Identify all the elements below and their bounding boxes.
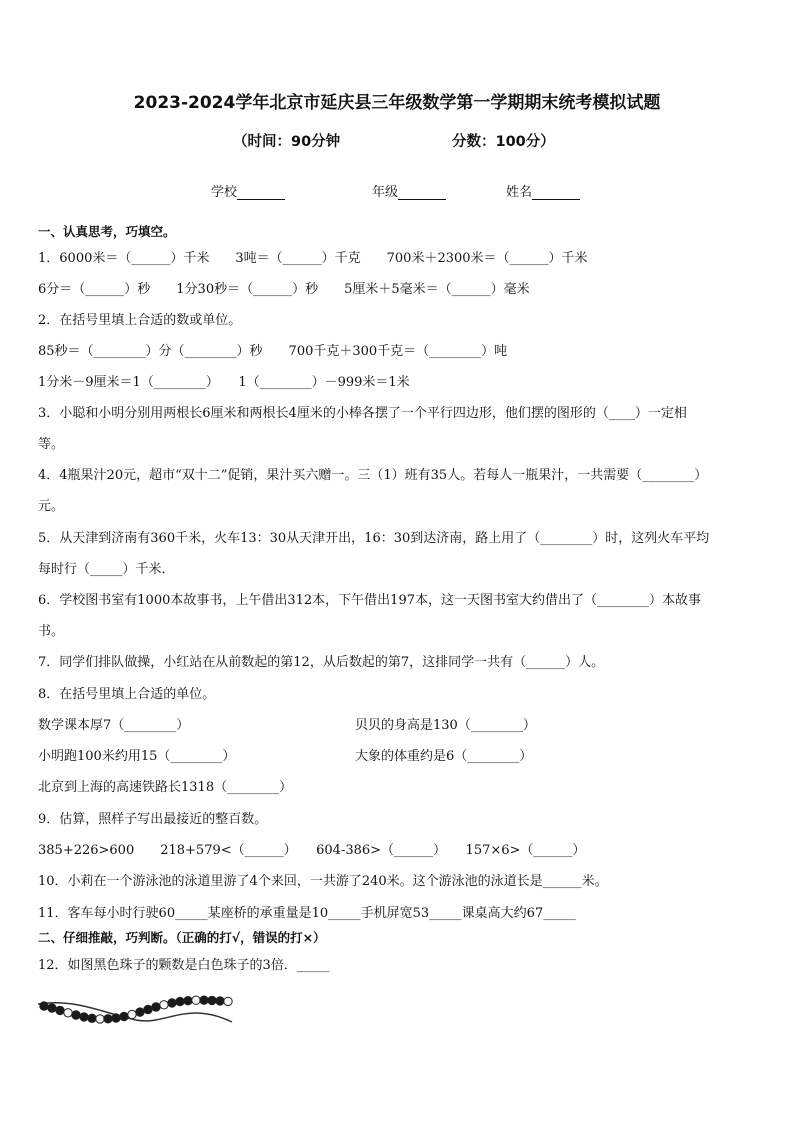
white-bead — [160, 1001, 168, 1009]
exam-time: （时间：90分钟 — [233, 134, 341, 150]
question-3-line-1: 3．小聪和小明分别用两根长6厘米和两根长4厘米的小棒各摆了一个平行四边形，他们摆的图形的（____）一定相 — [38, 406, 687, 421]
black-bead — [184, 997, 192, 1005]
question-2: 2．在括号里填上合适的数或单位。 — [38, 313, 242, 328]
question-4-line-2: 元。 — [38, 499, 65, 514]
question-8-item-1: 数学课本厚7（________） — [38, 718, 190, 733]
white-bead — [224, 997, 232, 1005]
question-10: 10．小莉在一个游泳池的泳道里游了4个来回，一共游了240米。这个游泳池的泳道长是______米。 — [38, 874, 608, 889]
section-1-heading: 一、认真思考，巧填空。 — [38, 224, 176, 239]
grade-label: 年级 — [372, 185, 399, 200]
white-bead — [96, 1015, 104, 1023]
school-label: 学校 — [211, 185, 238, 200]
black-bead — [120, 1012, 128, 1020]
black-bead — [216, 997, 224, 1005]
question-6-line-1: 6．学校图书室有1000本故事书，上午借出312本，下午借出197本，这一天图书室大约借出了（________）本故事 — [38, 593, 701, 608]
question-8-item-4: 大象的体重约是6（________） — [355, 749, 533, 764]
black-bead — [88, 1014, 96, 1022]
black-bead — [104, 1015, 112, 1023]
school-field — [211, 181, 285, 200]
grade-blank[interactable] — [398, 185, 446, 200]
question-8-item-2: 贝贝的身高是130（________） — [355, 718, 536, 733]
question-9: 9．估算，照样子写出最接近的整百数。 — [38, 812, 268, 827]
black-bead — [136, 1008, 144, 1016]
question-12: 12．如图黑色珠子的颗数是白色珠子的3倍．_____ — [38, 958, 330, 973]
black-bead — [56, 1006, 64, 1014]
white-bead — [192, 996, 200, 1004]
beads — [40, 996, 232, 1023]
question-8-item-5: 北京到上海的高速铁路长1318（________） — [38, 780, 293, 795]
question-1-line-2: 6分＝（______）秒 1分30秒＝（______）秒 5厘米＋5毫米＝（______）毫米 — [38, 282, 530, 297]
white-bead — [128, 1010, 136, 1018]
question-5-line-1: 5．从天津到济南有360千米，火车13：30从天津开出，16：30到达济南，路上用了（________）时，这列火车平均 — [38, 531, 710, 546]
black-bead — [112, 1014, 120, 1022]
black-bead — [200, 996, 208, 1004]
black-bead — [176, 997, 184, 1005]
question-5-line-2: 每时行（_____）千米． — [38, 562, 175, 577]
grade-field — [372, 181, 446, 200]
white-bead — [64, 1009, 72, 1017]
question-8-item-3: 小明跑100米约用15（________） — [38, 749, 236, 764]
black-bead — [80, 1013, 88, 1021]
question-8: 8．在括号里填上合适的单位。 — [38, 687, 216, 702]
black-bead — [48, 1004, 56, 1012]
question-1-line-1: 1．6000米＝（______）千米 3吨＝（______）千克 700米＋2300米＝（______）千米 — [38, 251, 588, 266]
black-bead — [144, 1005, 152, 1013]
exam-score: 分数：100分） — [452, 134, 555, 150]
page-title: 2023-2024学年北京市延庆县三年级数学第一学期期末统考模拟试题 — [133, 93, 661, 113]
name-field — [506, 181, 580, 200]
question-6-line-2: 书。 — [38, 624, 65, 639]
question-4-line-1: 4．4瓶果汁20元，超市“双十二”促销，果汁买六赠一。三（1）班有35人。若每人一瓶果汁，一共需要（________） — [38, 468, 708, 483]
name-label: 姓名 — [506, 185, 533, 200]
question-9-line-1: 385+226>600 218+579<（______） 604-386>（______） 157×6>（______） — [38, 843, 586, 858]
question-7: 7．同学们排队做操，小红站在从前数起的第12，从后数起的第7，这排同学一共有（______）人。 — [38, 655, 605, 670]
black-bead — [208, 996, 216, 1004]
question-3-line-2: 等。 — [38, 437, 65, 452]
name-blank[interactable] — [532, 185, 580, 200]
question-2-line-2: 1分米－9厘米＝1（________） 1（________）－999米＝1米 — [38, 375, 410, 390]
black-bead — [72, 1011, 80, 1019]
black-bead — [40, 1002, 48, 1010]
black-bead — [168, 999, 176, 1007]
question-11: 11．客车每小时行驶60_____某座桥的承重量是10_____手机屏宽53_____课桌高大约67_____ — [38, 906, 576, 921]
bead-string-icon — [36, 990, 236, 1036]
section-2-heading: 二、仔细推敲，巧判断。（正确的打√，错误的打×） — [38, 930, 326, 945]
black-bead — [152, 1003, 160, 1011]
question-2-line-1: 85秒＝（________）分（________）秒 700千克＋300千克＝（________）吨 — [38, 344, 508, 359]
school-blank[interactable] — [237, 185, 285, 200]
